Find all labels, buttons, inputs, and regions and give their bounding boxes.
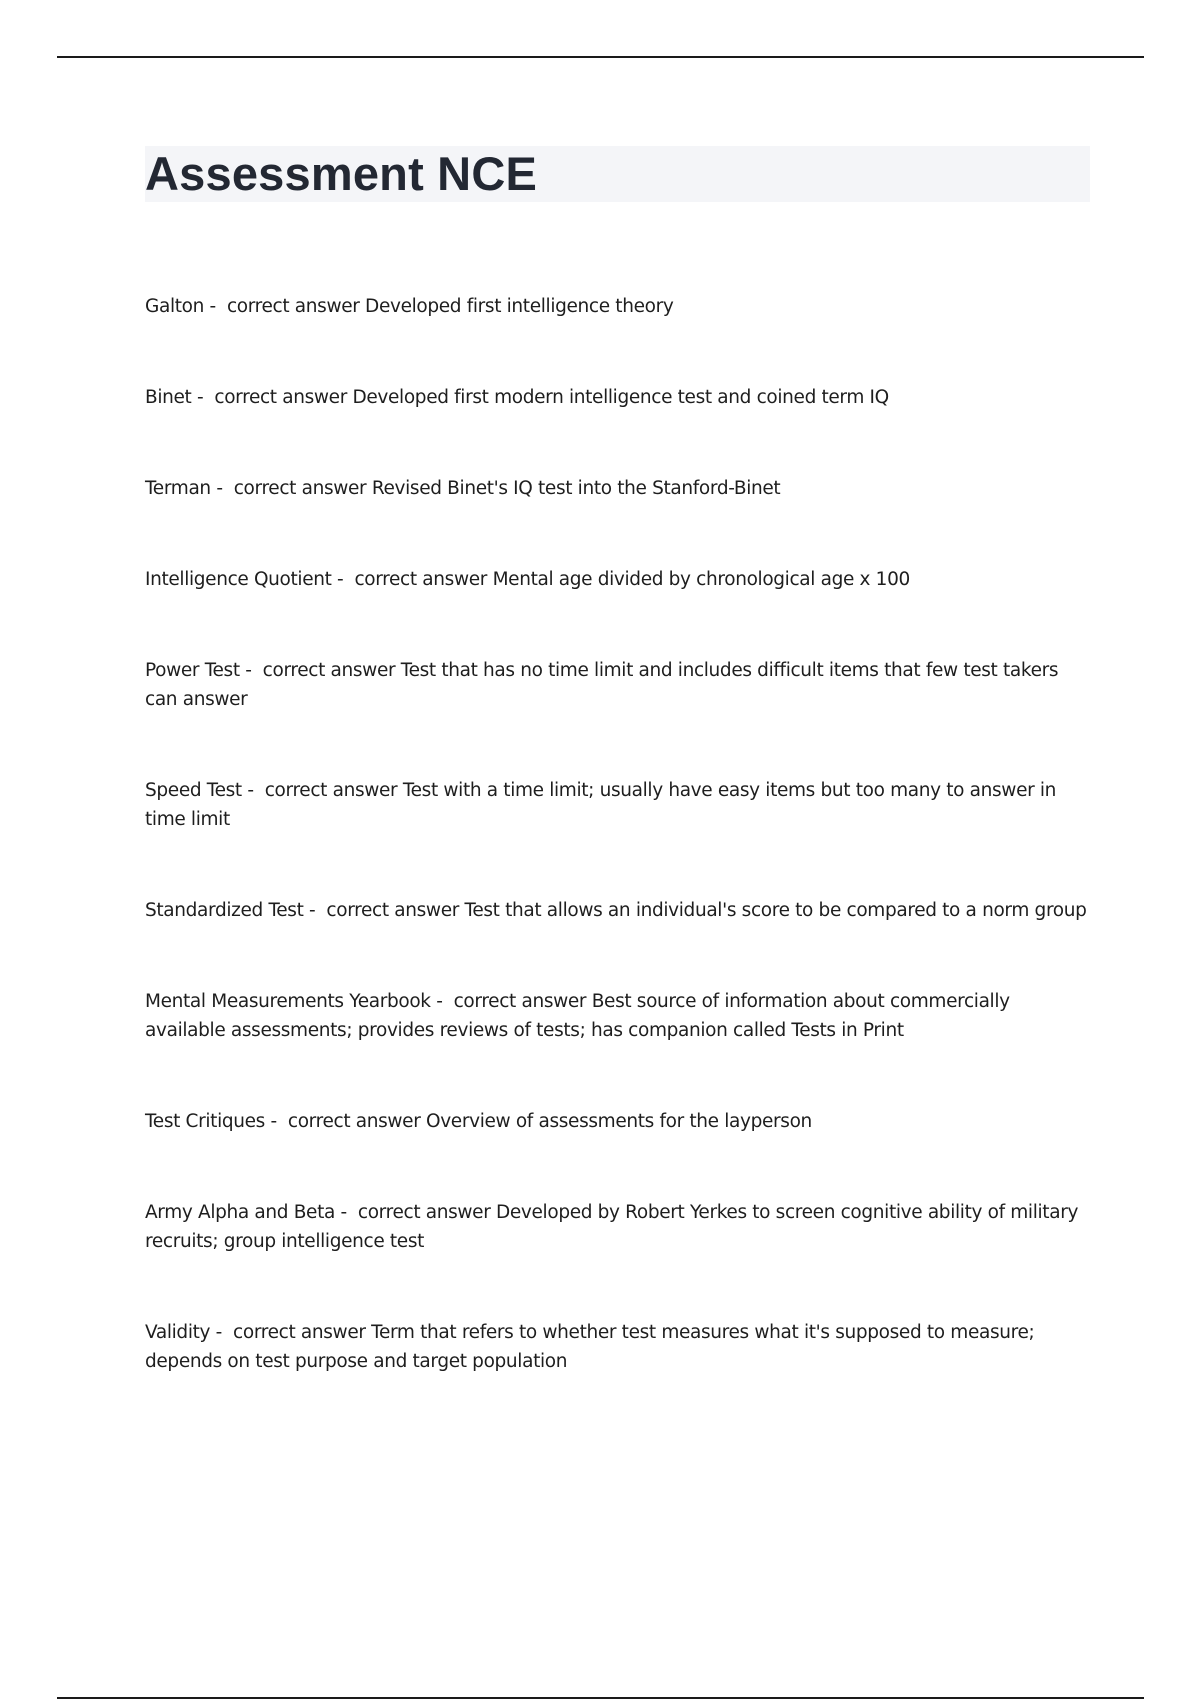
entry-answer-prefix: correct answer — [287, 1111, 421, 1132]
entry-answer-prefix: correct answer — [262, 660, 396, 681]
entry-term: Speed Test — [145, 780, 242, 801]
entry-answer: Test that has no time limit and includes difficult items that few test takers can answer — [145, 660, 1059, 710]
flashcard-entry — [145, 1107, 1095, 1136]
entry-term: Power Test — [145, 660, 240, 681]
entry-term: Army Alpha and Beta — [145, 1202, 335, 1223]
entry-term: Mental Measurements Yearbook — [145, 991, 431, 1012]
entry-separator: - — [241, 780, 265, 801]
entry-term: Validity — [145, 1322, 211, 1343]
flashcard-entry — [145, 896, 1095, 925]
entry-separator: - — [239, 660, 263, 681]
entry-term: Binet — [145, 387, 192, 408]
footer-rule — [57, 1697, 1144, 1699]
entry-answer: Revised Binet's IQ test into the Stanford-Binet — [371, 478, 781, 499]
entry-answer: Overview of assessments for the layperson — [426, 1111, 812, 1132]
entry-answer: Test that allows an individual's score to be compared to a norm group — [464, 900, 1087, 921]
entry-separator: - — [331, 569, 355, 590]
document-title: Assessment NCE — [145, 147, 538, 200]
flashcard-entry — [145, 565, 1095, 594]
entry-answer-prefix: correct answer — [354, 569, 488, 590]
entry-separator: - — [334, 1202, 358, 1223]
flashcard-entry — [145, 1198, 1095, 1256]
entry-answer-prefix: correct answer — [326, 900, 459, 921]
entry-answer: Mental age divided by chronological age x 100 — [492, 569, 910, 590]
flashcard-entry — [145, 383, 1095, 412]
entry-answer-prefix: correct answer — [214, 387, 347, 408]
flashcard-entry — [145, 474, 1095, 503]
entry-answer: Test with a time limit; usually have easy items but too many to answer in time limit — [145, 780, 1057, 830]
entry-separator: - — [303, 900, 327, 921]
flashcard-entry — [145, 292, 1095, 321]
entry-term: Galton — [145, 296, 205, 317]
flashcard-entry — [145, 656, 1095, 714]
entry-answer: Developed first intelligence theory — [365, 296, 674, 317]
entry-answer-prefix: correct answer — [226, 296, 360, 317]
entry-separator: - — [191, 387, 215, 408]
entry-answer: Best source of information about commercially available assessments; provides reviews of tests; has companion called Tests in Print — [145, 991, 1010, 1041]
entry-separator: - — [210, 1322, 234, 1343]
entry-separator: - — [264, 1111, 288, 1132]
flashcard-list — [145, 292, 1095, 1438]
entry-answer: Term that refers to whether test measures what it's supposed to measure; depends on test purpose and target population — [145, 1322, 1035, 1372]
entry-answer-prefix: correct answer — [453, 991, 587, 1012]
entry-answer-prefix: correct answer — [264, 780, 398, 801]
entry-answer: Developed by Robert Yerkes to screen cognitive ability of military recruits; group intelligence test — [145, 1202, 1079, 1252]
flashcard-entry — [145, 776, 1095, 834]
entry-answer-prefix: correct answer — [233, 478, 367, 499]
entry-term: Intelligence Quotient — [145, 569, 332, 590]
entry-answer-prefix: correct answer — [233, 1322, 366, 1343]
entry-term: Standardized Test — [145, 900, 304, 921]
entry-term: Test Critiques — [145, 1111, 265, 1132]
flashcard-entry — [145, 1318, 1095, 1376]
entry-separator: - — [204, 296, 227, 317]
entry-separator: - — [210, 478, 234, 499]
entry-term: Terman — [145, 478, 211, 499]
entry-answer-prefix: correct answer — [357, 1202, 491, 1223]
entry-separator: - — [430, 991, 454, 1012]
header-rule — [57, 56, 1144, 58]
entry-answer: Developed first modern intelligence test and coined term IQ — [352, 387, 889, 408]
flashcard-entry — [145, 987, 1095, 1045]
